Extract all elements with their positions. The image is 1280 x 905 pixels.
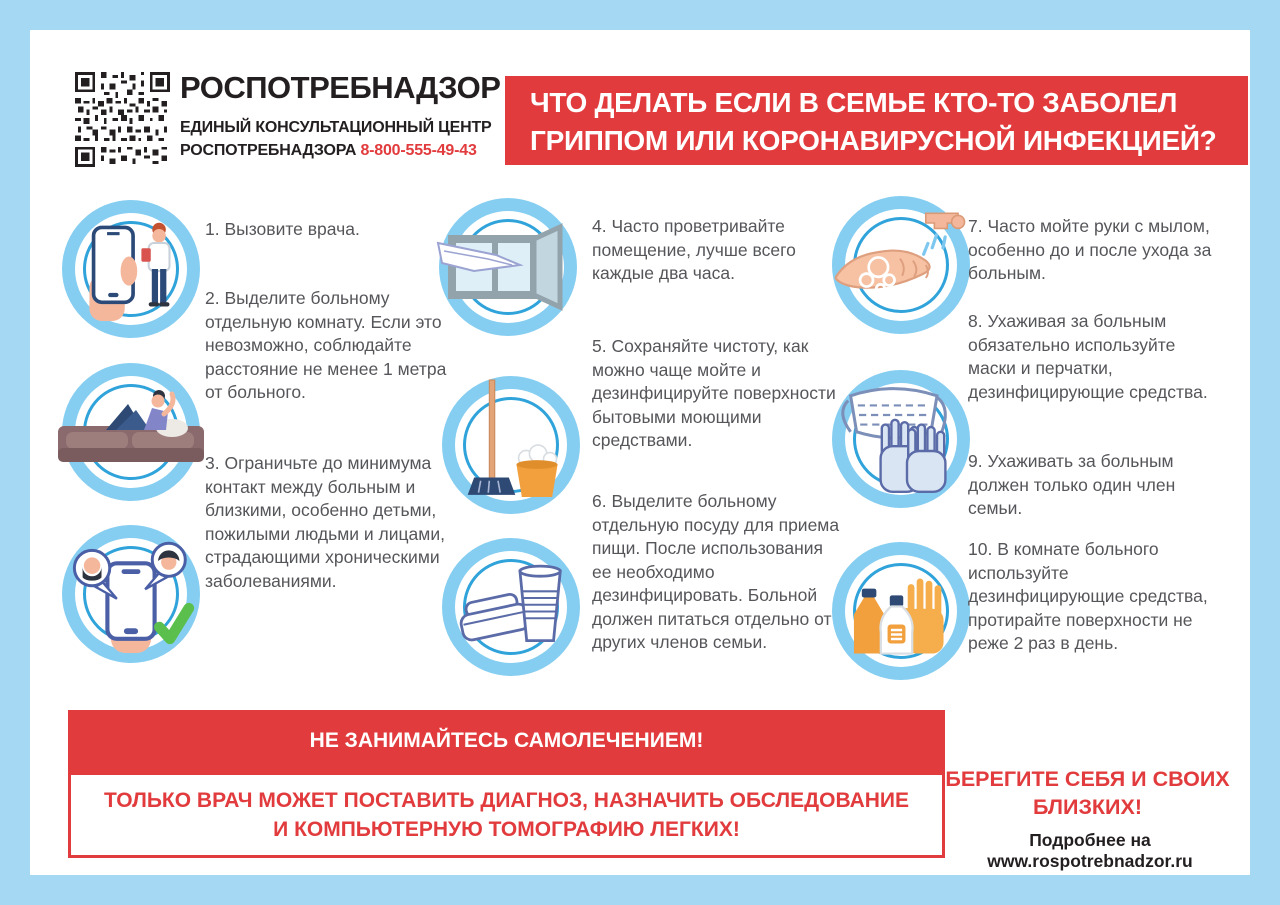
step-3-text: 3. Ограничьте до минимума контакт между больным и близкими, особенно детьми, пожилыми людьми и лицами, страдающими хроническими заболеваниями. [205, 453, 445, 591]
step-10-text: 10. В комнате больного используйте дезинфицирующие средства, протирайте поверхности не реже 2 раз в день. [968, 539, 1208, 653]
call-doctor-icon [62, 200, 200, 338]
step-2-text: 2. Выделите больному отдельную комнату. Если это невозможно, соблюдайте расстояние не менее 1 метра от больного. [205, 288, 447, 402]
person-resting-sofa-icon [62, 363, 200, 501]
hotline-phone-number: 8-800-555-49-43 [360, 142, 477, 159]
disinfectant-bottles-gloves-icon [832, 542, 970, 680]
step-7-text: 7. Часто мойте руки с мылом, особенно до и после ухода за больным. [968, 216, 1212, 283]
brand-subtitle-line2: РОСПОТРЕБНАДЗОРА 8-800-555-49-43 [180, 142, 477, 159]
title-line2: ГРИППОМ ИЛИ КОРОНАВИРУСНОЙ ИНФЕКЦИЕЙ? [530, 125, 1217, 156]
hand-washing-icon [832, 196, 970, 334]
care-message: БЕРЕГИТЕ СЕБЯ И СВОИХ БЛИЗКИХ! [945, 767, 1230, 819]
step-5-text: 5. Сохраняйте чистоту, как можно чаще мойте и дезинфицируйте поверхности бытовыми моющими средствами. [592, 336, 836, 450]
step-8-text: 8. Ухаживая за больным обязательно используйте маски и перчатки, дезинфицирующие средства. [968, 311, 1208, 402]
title-banner [505, 76, 1248, 165]
title-line1: ЧТО ДЕЛАТЬ ЕСЛИ В СЕМЬЕ КТО-ТО ЗАБОЛЕЛ [530, 87, 1178, 118]
step-9-text: 9. Ухаживать за больным должен только один член семьи. [968, 451, 1176, 518]
brand-subtitle [180, 116, 492, 162]
doctor-only-warning-box [68, 772, 945, 858]
step-4-text: 4. Часто проветривайте помещение, лучше всего каждые два часа. [592, 216, 796, 283]
website-reference: Подробнее на www.rospotrebnadzor.ru [987, 830, 1193, 871]
warning-line1: ТОЛЬКО ВРАЧ МОЖЕТ ПОСТАВИТЬ ДИАГНОЗ, НАЗНАЧИТЬ ОБСЛЕДОВАНИЕ [103, 789, 910, 812]
phone-contacts-check-icon [62, 525, 200, 663]
disposable-tableware-icon [442, 538, 580, 676]
brand-subtitle-line1: ЕДИНЫЙ КОНСУЛЬТАЦИОННЫЙ ЦЕНТР [180, 119, 492, 136]
no-self-treatment-banner: НЕ ЗАНИМАЙТЕСЬ САМОЛЕЧЕНИЕМ! [68, 710, 945, 772]
open-window-icon [439, 198, 577, 336]
poster-page [30, 30, 1250, 875]
brand-title: РОСПОТРЕБНАДЗОР [180, 70, 501, 105]
step-6-text: 6. Выделите больному отдельную посуду для приема пищи. После использования ее необходимо дезинфицировать. Больной должен питаться отдельно от других членов семьи. [592, 491, 840, 652]
qr-code-icon [75, 72, 170, 167]
step-1-text: 1. Вызовите врача. [205, 219, 360, 239]
mop-bucket-icon [442, 376, 580, 514]
warning-line2: И КОМПЬЮТЕРНУЮ ТОМОГРАФИЮ ЛЕГКИХ! [273, 818, 740, 841]
mask-gloves-icon [832, 370, 970, 508]
